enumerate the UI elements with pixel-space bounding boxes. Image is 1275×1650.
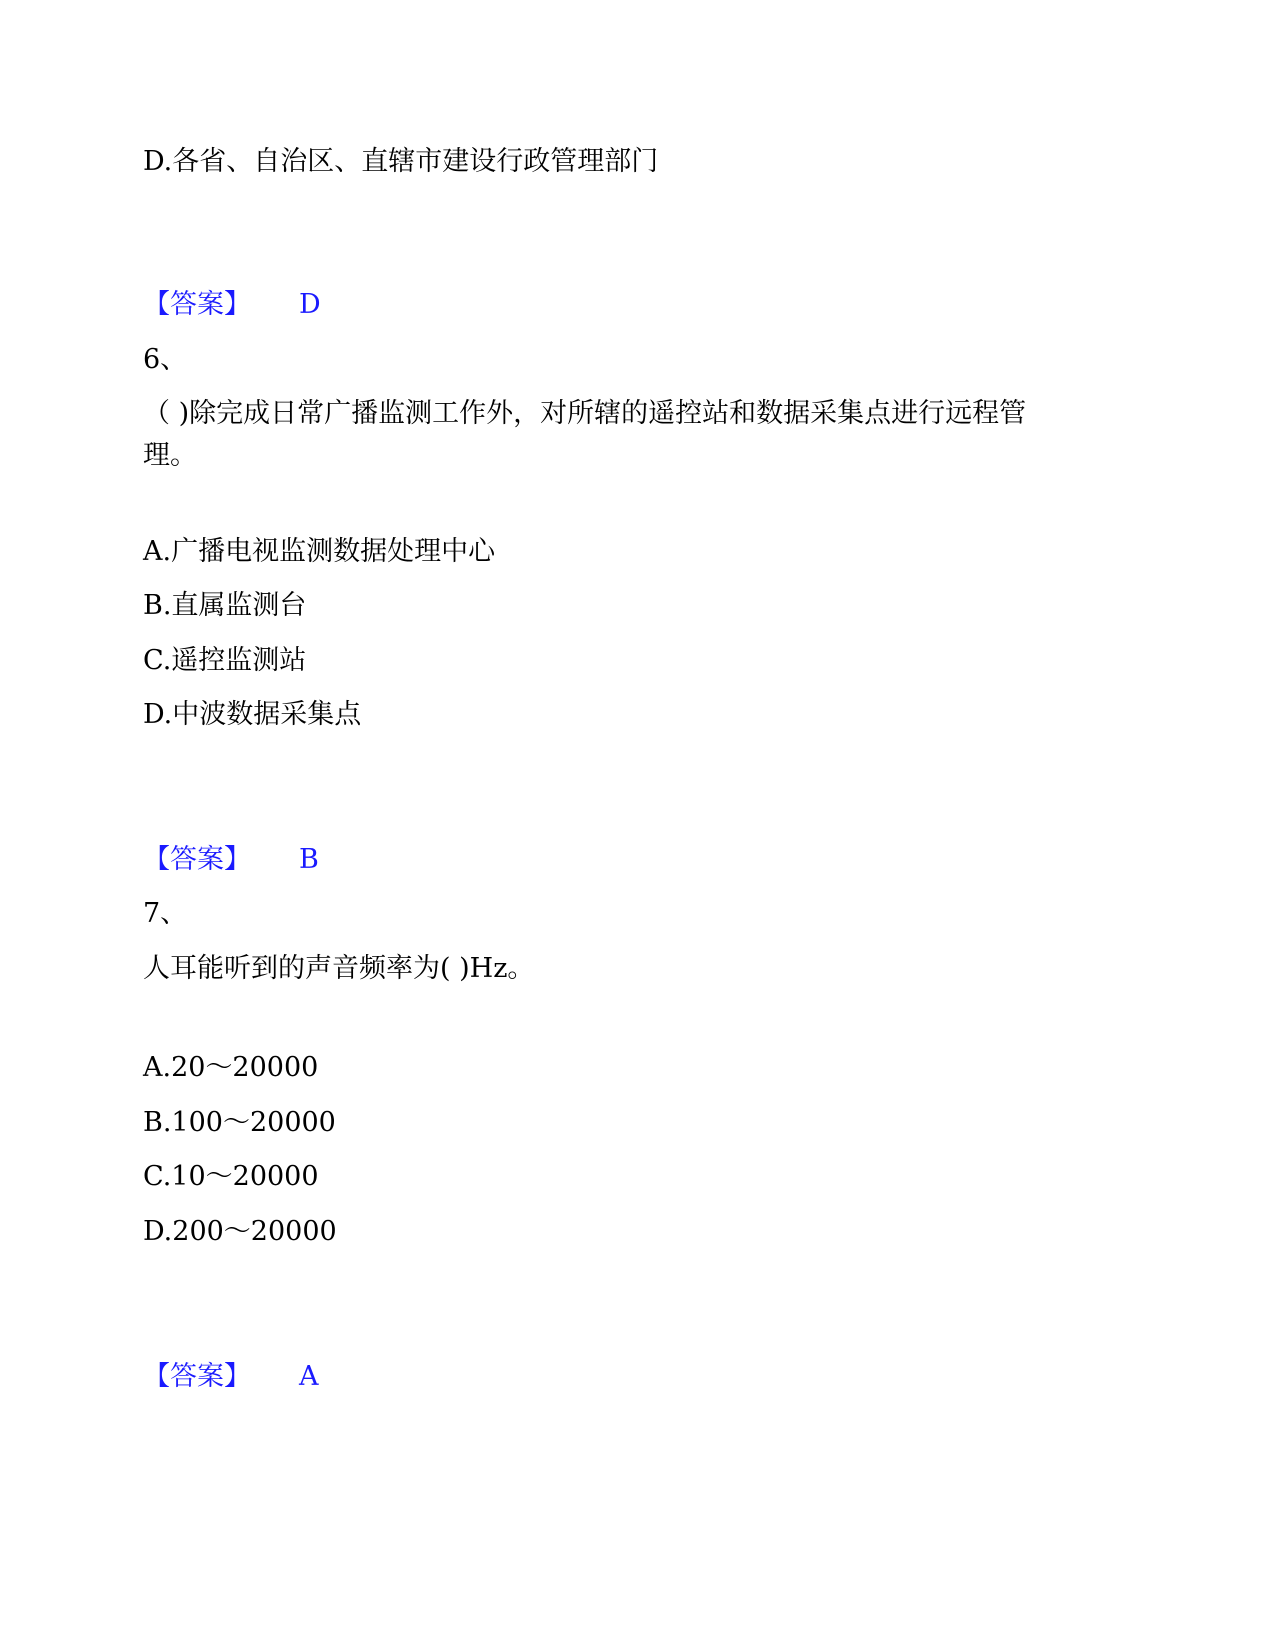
q7-answer bbox=[143, 1357, 319, 1397]
q7-answer-label: 【答案】 bbox=[143, 1361, 251, 1392]
q7-stem: 人耳能听到的声音频率为( )Hz。 bbox=[143, 953, 535, 984]
q7-option-c: C.10～20000 bbox=[143, 1161, 319, 1192]
q5-answer bbox=[143, 285, 321, 325]
q5-option-d: D.各省、自治区、直辖市建设行政管理部门 bbox=[143, 146, 659, 177]
q6-answer-label: 【答案】 bbox=[143, 844, 251, 875]
q7-number: 7、 bbox=[143, 898, 188, 929]
q7-option-b: B.100～20000 bbox=[143, 1107, 336, 1138]
q5-answer-label: 【答案】 bbox=[143, 289, 251, 320]
q7-option-d: D.200～20000 bbox=[143, 1216, 337, 1247]
q6-option-d: D.中波数据采集点 bbox=[143, 699, 362, 730]
q6-option-b: B.直属监测台 bbox=[143, 590, 307, 621]
q7-answer-value: A bbox=[299, 1361, 319, 1392]
q6-answer-value: B bbox=[299, 844, 319, 875]
q6-option-a: A.广播电视监测数据处理中心 bbox=[143, 536, 496, 567]
q6-stem: （ )除完成日常广播监测工作外，对所辖的遥控站和数据采集点进行远程管理。 bbox=[143, 398, 1027, 471]
q5-answer-value: D bbox=[299, 289, 321, 320]
q6-option-c: C.遥控监测站 bbox=[143, 645, 307, 676]
q7-option-a: A.20～20000 bbox=[143, 1052, 319, 1083]
q6-number: 6、 bbox=[143, 344, 188, 375]
q6-answer bbox=[143, 840, 319, 880]
